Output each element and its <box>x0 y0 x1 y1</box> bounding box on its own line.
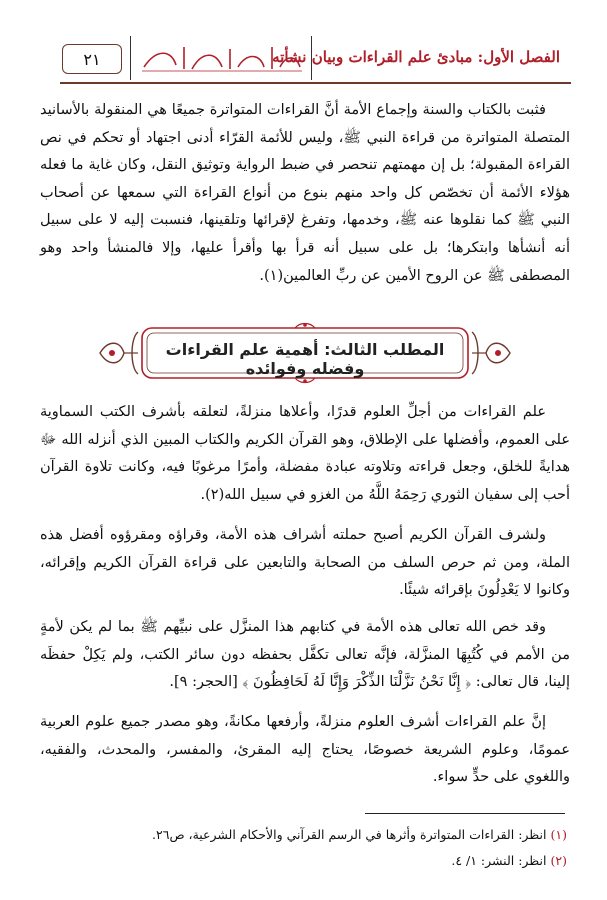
paragraph-text: ولشرف القرآن الكريم أصبح حملته أشراف هذه الأمة، وقراؤه ومقرؤوه أفضل هذه الملة، ومن ثم حرص السلف من الصحابة والتابعين على قراءة القرآن الكريم وإقرائه، وكانوا لا يَعْدِلُونَ بإقرائه شيئًا. <box>40 527 570 599</box>
paragraph-4 <box>40 614 570 697</box>
section-title: المطلب الثالث: أهمية علم القراءات وفضله وفوائده <box>165 340 445 378</box>
footnote-text: انظر: النشر: ١/ ٤. <box>451 853 547 868</box>
paragraph-text: إنَّ علم القراءات أشرف العلوم منزلةً، وأرفعها مكانةً، وهو مصدر جميع علوم العربية عمومًا، وعلوم الشريعة خصوصًا، يحتاج إليه المقرئ، والمفسر، والمحدث، والفقيه، واللغوي على حدٍّ سواء. <box>40 714 570 786</box>
paragraph-2 <box>40 399 570 509</box>
header-divider <box>60 82 571 84</box>
page-header <box>60 30 570 85</box>
footnote-text: انظر: القراءات المتواترة وأثرها في الرسم القرآني والأحكام الشرعية، ص٢٦. <box>152 827 547 842</box>
page-number: ٢١ <box>62 44 122 74</box>
footnote-1 <box>47 822 567 848</box>
footnote-2 <box>47 848 567 874</box>
footnote-number: (١) <box>550 827 567 842</box>
paragraph-text: وقد خص الله تعالى هذه الأمة في كتابهم هذا المنزَّل على نبيِّهم ﷺ بما لم يكن لأمةٍ من الأمم في كُتُبِهَا المنزَّلة، فإنَّه تعالى تكفَّل بحفظه دون سائر الكتب، ولم يَكِلْ حفظَه إلينا، قال تعالى: ﴿ إِنَّا نَحْنُ نَزَّلْنَا الذِّكْرَ وَإِنَّا لَهُ لَحَافِظُونَ ﴾ [الحجر: ٩]. <box>40 619 570 691</box>
paragraph-5 <box>40 709 570 792</box>
footnote-divider <box>365 813 565 814</box>
section-banner <box>90 322 520 384</box>
footnotes <box>47 822 567 874</box>
paragraph-text: علم القراءات من أجلِّ العلوم قدرًا، وأعلاها منزلةً، لتعلقه بأشرف الكتب السماوية على العموم، وأفضلها على الإطلاق، وهو القرآن الكريم والكتاب المبين الذي أنزله الله ﷻ هدايةً للخلق، وجعل قراءته وتلاوته عبادة مفضلة، وأمرًا مرغوبًا فيه، وكانت تلاوة القرآن أحب إلى سفيان الثوري رَحِمَهُ اللَّهُ من الغزو في سبيل الله(٢). <box>40 404 570 503</box>
footnote-number: (٢) <box>550 853 567 868</box>
paragraph-3 <box>40 522 570 605</box>
paragraph-text: فثبت بالكتاب والسنة وإجماع الأمة أنَّ القراءات المتواترة جميعًا هي المنقولة بالأسانيد المتصلة المتواترة من قراءة النبي ﷺ، وليس للأئمة القرّاء أدنى اجتهاد أو تحكم في نص القراءة المقبولة؛ بل إن مهمتهم تنحصر في ضبط الرواية وتوثيق النقل، وكان غاية ما فعله هؤلاء الأئمة أن تخصّص كل واحد منهم بنوع من أنواع القراءة التي سمعها عن أصحاب النبي ﷺ كما نقلوها عنه ﷺ، وخدمها، وتفرغ لإقرائها وتلقينها، فنسبت إليه لا على سبيل أنه أنشأها وابتكرها؛ بل على سبيل أنه قرأ بها وأقرأ عليها، وإلا فالمنشأ واحد وهو المصطفى ﷺ عن الروح الأمين عن ربِّ العالمين(١). <box>40 102 570 284</box>
chapter-title: الفصل الأول: مبادئ علم القراءات وبيان نشأته <box>272 48 560 66</box>
paragraph-1 <box>40 97 570 290</box>
